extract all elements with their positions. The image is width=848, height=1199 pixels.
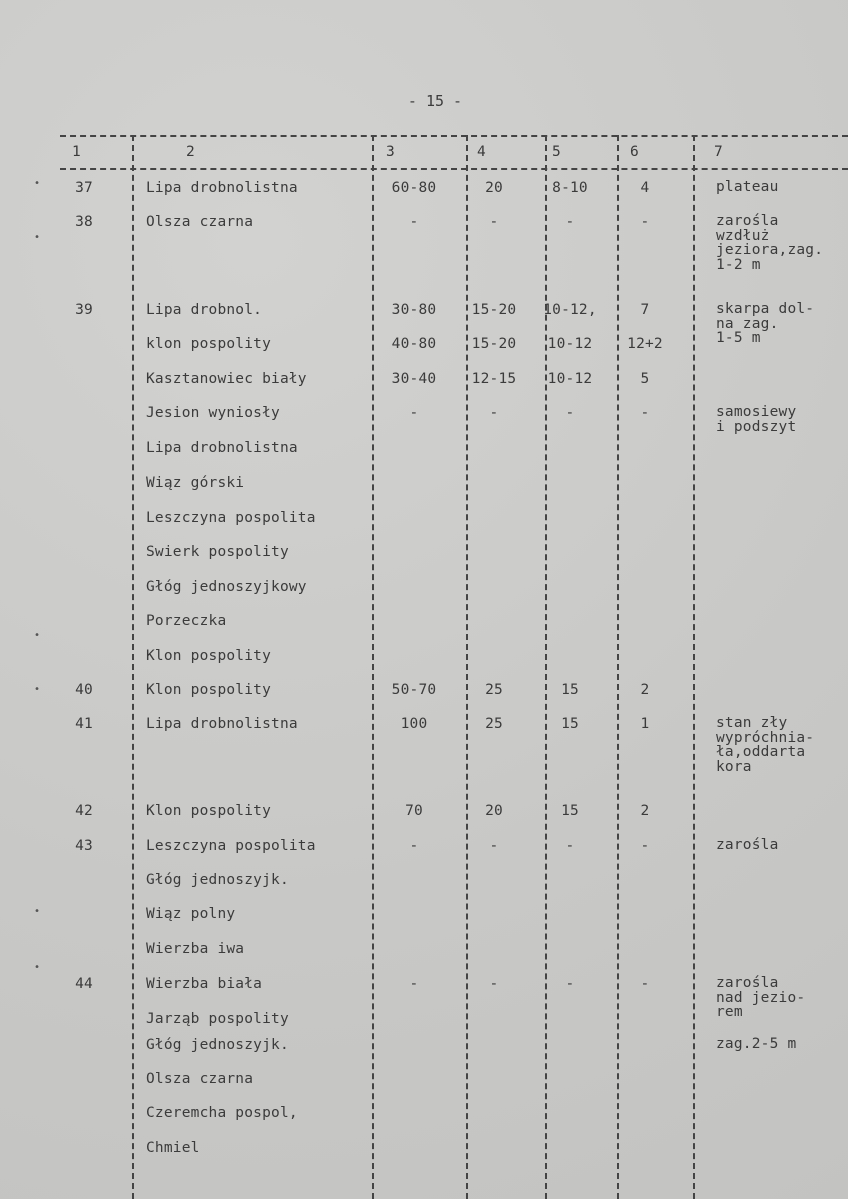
margin-mark: • xyxy=(34,232,41,243)
table-cell-no: 39 xyxy=(75,302,93,318)
table-cell-species: Leszczyna pospolita xyxy=(146,838,316,854)
table-cell-c4: - xyxy=(489,976,499,992)
table-cell-species: Wiąz górski xyxy=(146,475,245,491)
column-divider-3 xyxy=(466,135,468,1199)
table-cell-c7: zarośla wzdłuż jeziora,zag. 1-2 m xyxy=(716,213,824,273)
table-cell-c6: - xyxy=(640,214,650,230)
table-cell-c4: 25 xyxy=(485,716,503,732)
table-cell-c3: 50-70 xyxy=(391,682,437,698)
table-cell-c3: 70 xyxy=(405,803,423,819)
table-cell-c4: 20 xyxy=(485,180,503,196)
table-cell-c7: plateau xyxy=(716,179,779,195)
table-cell-c7: samosiewy i podszyt xyxy=(716,404,797,435)
table-cell-species: Swierk pospolity xyxy=(146,544,289,560)
table-cell-c5: 15 xyxy=(561,803,579,819)
column-divider-5 xyxy=(617,135,619,1199)
table-cell-c4: 15-20 xyxy=(471,302,517,318)
table-cell-species: Wierzba iwa xyxy=(146,941,245,957)
table-cell-c5: 10-12 xyxy=(547,336,593,352)
table-cell-c4: - xyxy=(489,838,499,854)
table-cell-c3: - xyxy=(409,405,419,421)
table-cell-c7: zag.2-5 m xyxy=(716,1036,797,1052)
table-cell-c6: - xyxy=(640,405,650,421)
table-cell-species: Wiąz polny xyxy=(146,906,236,922)
table-cell-c6: 2 xyxy=(640,803,650,819)
table-cell-c6: - xyxy=(640,976,650,992)
column-divider-1 xyxy=(132,135,134,1199)
margin-mark: • xyxy=(34,630,41,641)
table-cell-species: Wierzba biała xyxy=(146,976,263,992)
column-header-3: 3 xyxy=(386,144,395,160)
table-cell-c6: 2 xyxy=(640,682,650,698)
table-cell-species: Głóg jednoszyjk. xyxy=(146,1037,289,1053)
table-cell-species: Olsza czarna xyxy=(146,214,254,230)
table-cell-species: Chmiel xyxy=(146,1140,200,1156)
table-cell-c6: - xyxy=(640,838,650,854)
table-cell-no: 40 xyxy=(75,682,93,698)
table-cell-species: Głóg jednoszyjkowy xyxy=(146,579,307,595)
table-cell-c7: skarpa dol- na zag. 1-5 m xyxy=(716,301,815,346)
table-cell-c4: - xyxy=(489,214,499,230)
table-cell-species: klon pospolity xyxy=(146,336,272,352)
column-divider-2 xyxy=(372,135,374,1199)
table-cell-species: Głóg jednoszyjk. xyxy=(146,872,289,888)
table-cell-species: Klon pospolity xyxy=(146,803,272,819)
margin-mark: • xyxy=(34,962,41,973)
table-cell-c5: 10-12, xyxy=(543,302,597,318)
table-cell-species: Klon pospolity xyxy=(146,648,272,664)
table-cell-species: Czeremcha pospol, xyxy=(146,1105,298,1121)
table-cell-c7: zarośla xyxy=(716,837,779,853)
table-cell-c7: zarośla nad jezio- rem xyxy=(716,975,806,1020)
margin-mark: • xyxy=(34,178,41,189)
table-cell-c5: 15 xyxy=(561,682,579,698)
column-divider-6 xyxy=(693,135,695,1199)
table-cell-no: 44 xyxy=(75,976,93,992)
column-header-1: 1 xyxy=(72,144,81,160)
table-cell-c6: 5 xyxy=(640,371,650,387)
table-cell-no: 43 xyxy=(75,838,93,854)
table-top-rule xyxy=(60,135,848,137)
table-cell-c6: 1 xyxy=(640,716,650,732)
table-cell-c5: 10-12 xyxy=(547,371,593,387)
column-header-5: 5 xyxy=(552,144,561,160)
table-cell-c4: 20 xyxy=(485,803,503,819)
table-cell-species: Leszczyna pospolita xyxy=(146,510,316,526)
column-header-4: 4 xyxy=(477,144,486,160)
column-header-6: 6 xyxy=(630,144,639,160)
table-cell-c6: 7 xyxy=(640,302,650,318)
table-cell-c3: - xyxy=(409,838,419,854)
table-cell-no: 38 xyxy=(75,214,93,230)
column-header-7: 7 xyxy=(714,144,723,160)
table-cell-c5: - xyxy=(565,838,575,854)
table-cell-species: Porzeczka xyxy=(146,613,227,629)
table-cell-c3: 100 xyxy=(400,716,428,732)
table-cell-species: Olsza czarna xyxy=(146,1071,254,1087)
table-cell-c5: - xyxy=(565,976,575,992)
table-cell-no: 42 xyxy=(75,803,93,819)
table-cell-c7: stan zły wypróchnia- ła,oddarta kora xyxy=(716,715,815,775)
table-cell-no: 37 xyxy=(75,180,93,196)
table-cell-no: 41 xyxy=(75,716,93,732)
table-cell-c5: - xyxy=(565,405,575,421)
column-divider-4 xyxy=(545,135,547,1199)
table-cell-c3: - xyxy=(409,214,419,230)
margin-mark: • xyxy=(34,906,41,917)
table-cell-c5: 15 xyxy=(561,716,579,732)
table-cell-species: Lipa drobnolistna xyxy=(146,440,298,456)
table-cell-species: Kasztanowiec biały xyxy=(146,371,307,387)
table-cell-species: Lipa drobnol. xyxy=(146,302,263,318)
table-cell-c3: - xyxy=(409,976,419,992)
table-cell-c4: - xyxy=(489,405,499,421)
table-cell-c3: 30-40 xyxy=(391,371,437,387)
table-cell-species: Jesion wyniosły xyxy=(146,405,280,421)
table-cell-c3: 40-80 xyxy=(391,336,437,352)
table-cell-c4: 15-20 xyxy=(471,336,517,352)
table-cell-species: Jarząb pospolity xyxy=(146,1011,289,1027)
table-cell-species: Klon pospolity xyxy=(146,682,272,698)
table-cell-c6: 12+2 xyxy=(627,336,663,352)
table-cell-c4: 25 xyxy=(485,682,503,698)
margin-mark: • xyxy=(34,684,41,695)
table-cell-c5: - xyxy=(565,214,575,230)
header-bottom-rule xyxy=(60,168,848,170)
table-cell-c3: 60-80 xyxy=(391,180,437,196)
table-cell-species: Lipa drobnolistna xyxy=(146,180,298,196)
table-cell-c6: 4 xyxy=(640,180,650,196)
table-cell-c4: 12-15 xyxy=(471,371,517,387)
page-number: - 15 - xyxy=(407,92,463,110)
table-cell-c3: 30-80 xyxy=(391,302,437,318)
table-cell-species: Lipa drobnolistna xyxy=(146,716,298,732)
table-cell-c5: 8-10 xyxy=(552,180,588,196)
column-header-2: 2 xyxy=(186,144,195,160)
